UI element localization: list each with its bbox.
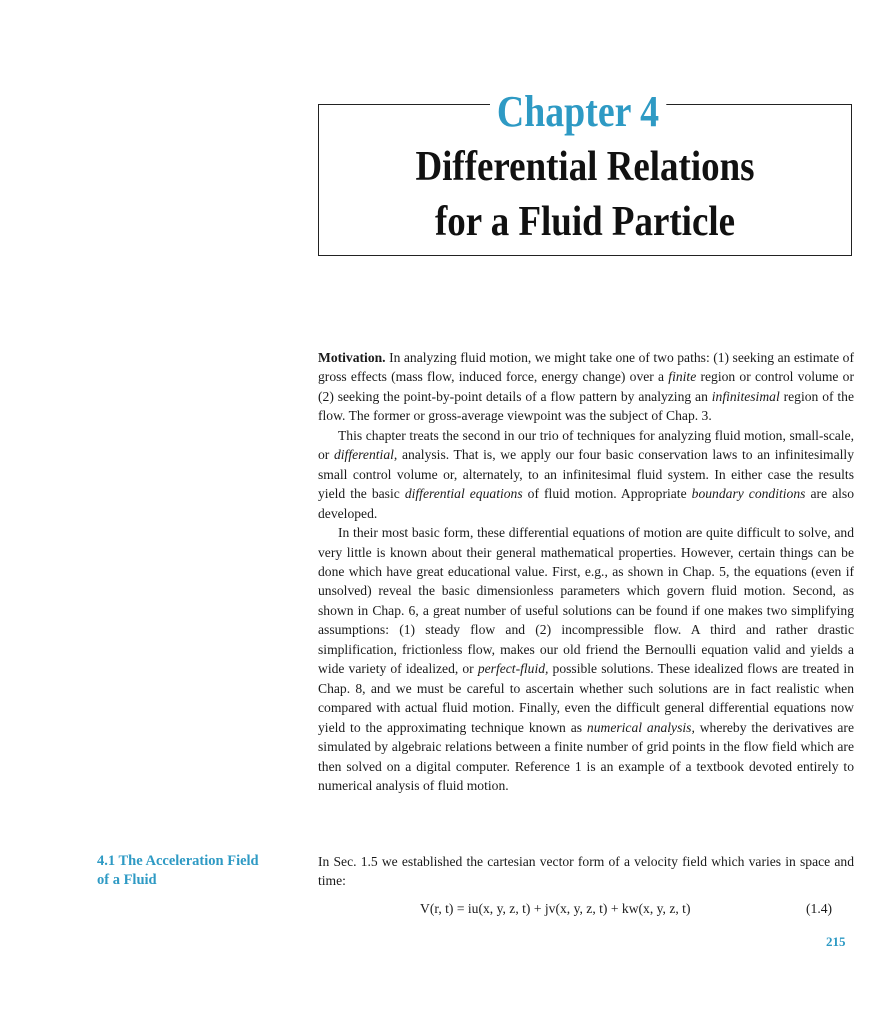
chapter-label: Chapter 4	[490, 84, 666, 140]
section-heading: 4.1 The Acceleration Field of a Fluid	[97, 853, 259, 888]
equation-number: (1.4)	[806, 901, 833, 916]
motivation-paragraph-2: This chapter treats the second in our trio of techniques for analyzing fluid motion, small-scale, or differential, analysis. That is, we apply our four basic conservation laws to an infinitesimally small control volume or, alternately, to an infinitesimal fluid system. In either case the results yield the basic differential equations of fluid motion. Appropriate boundary conditions are also developed.	[318, 427, 854, 521]
equation: V(r, t) = iu(x, y, z, t) + jv(x, y, z, t) + kw(x, y, z, t)	[420, 901, 691, 916]
motivation-paragraph-1: Motivation. In analyzing fluid motion, we might take one of two paths: (1) seeking an estimate of gross effects (mass flow, induced force, energy change) over a finite region or control volume or (2) seeking the point-by-point details of a flow pattern by analyzing an infinitesimal region of the flow. The former or gross-average viewpoint was the subject of Chap. 3.	[318, 350, 854, 424]
chapter-title-line-1: Differential Relations	[415, 144, 755, 190]
motivation-paragraph-3: In their most basic form, these differential equations of motion are quite difficult to solve, and very little is known about their general mathematical properties. However, certain things can be done which have great educational value. First, e.g., as shown in Chap. 5, the equations (even if unsolved) reveal the basic dimensionless parameters which govern fluid motion. Second, as shown in Chap. 6, a great number of useful solutions can be found if one makes two simplifying assumptions: (1) steady flow and (2) incompressible flow. A third and rather drastic simplification, frictionless flow, makes our old friend the Bernoulli equation valid and yields a wide variety of idealized, or perfect-fluid, possible solutions. These idealized flows are treated in Chap. 8, and we must be careful to ascertain whether such solutions are in fact realistic when compared with actual fluid motion. Finally, even the difficult general differential equations now yield to the approximating technique known as numerical analysis, whereby the derivatives are simulated by algebraic relations between a finite number of grid points in the flow field which are then solved on a digital computer. Reference 1 is an example of a textbook devoted entirely to numerical analysis of fluid motion.	[318, 525, 854, 793]
page-number: 215	[826, 934, 846, 949]
chapter-title-line-2: for a Fluid Particle	[434, 199, 736, 245]
motivation-section	[318, 348, 854, 795]
section-paragraph: In Sec. 1.5 we established the cartesian vector form of a velocity field which varies in space and time:	[318, 854, 854, 889]
motivation-heading: Motivation.	[318, 350, 386, 365]
chapter-title	[350, 140, 820, 250]
